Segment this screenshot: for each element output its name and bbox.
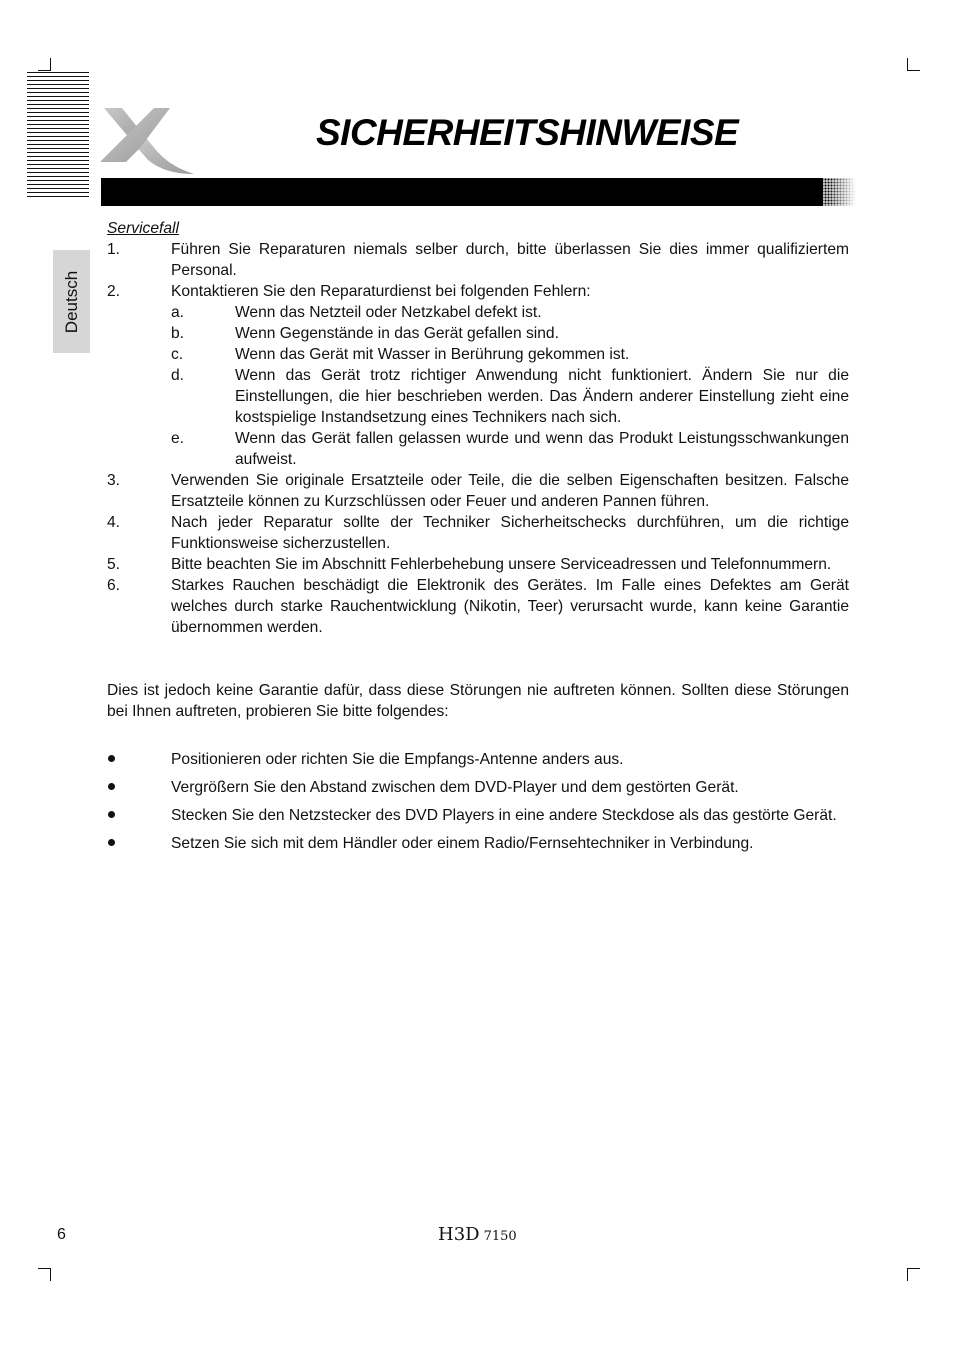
bullet-text: Stecken Sie den Netzstecker des DVD Players in eine andere Steckdose als das gestörte Gerät. xyxy=(171,807,837,824)
list-item-text: Kontaktieren Sie den Reparaturdienst bei folgenden Fehlern: xyxy=(171,283,591,300)
sub-list-item xyxy=(107,428,849,470)
model-name: H3D xyxy=(438,1224,480,1245)
sub-item-letter: b. xyxy=(171,325,185,342)
bullet-list xyxy=(107,749,849,854)
bullet-dot-icon xyxy=(107,805,171,826)
list-item-number: 5. xyxy=(107,556,121,573)
note-paragraph: Dies ist jedoch keine Garantie dafür, dass diese Störungen nie auftreten können. Sollten diese Störungen bei Ihnen auftreten, probieren Sie bitte folgendes: xyxy=(107,682,849,720)
sub-item-text: Wenn das Gerät trotz richtiger Anwendung nicht funktioniert. Ändern Sie nur die Einstellungen, die hier beschrieben werden. Das Ändern anderer Einstellung zieht eine kostspielige Instandsetzung eines Technikers nach sich. xyxy=(235,367,849,426)
list-item-text: Verwenden Sie originale Ersatzteile oder Teile, die die selben Eigenschaften besitzen. Falsche Ersatzteile können zu Kurzschlüssen oder Feuer und anderen Pannen führen. xyxy=(171,472,849,510)
language-label: Deutsch xyxy=(61,270,81,333)
list-item xyxy=(107,239,849,281)
model-number: 7150 xyxy=(483,1229,517,1244)
bullet-item xyxy=(107,749,849,770)
header-stripes xyxy=(27,72,89,198)
sub-item-text: Wenn das Netzteil oder Netzkabel defekt ist. xyxy=(235,304,542,321)
sub-list-item xyxy=(107,344,849,365)
crop-mark-top-left xyxy=(38,58,51,71)
sub-item-letter: c. xyxy=(171,346,184,363)
bullet-text: Positionieren oder richten Sie die Empfangs-Antenne anders aus. xyxy=(171,751,624,768)
brand-x-logo-icon xyxy=(96,104,196,176)
list-item-number: 4. xyxy=(107,514,121,531)
list-item-number: 6. xyxy=(107,577,121,594)
bullet-item xyxy=(107,833,849,854)
sub-item-letter: d. xyxy=(171,367,185,384)
bullet-text: Vergrößern Sie den Abstand zwischen dem DVD-Player und dem gestörten Gerät. xyxy=(171,779,739,796)
list-item-text: Bitte beachten Sie im Abschnitt Fehlerbehebung unsere Serviceadressen und Telefonnummern. xyxy=(171,556,832,573)
section-heading: Servicefall xyxy=(107,220,179,237)
header-bar xyxy=(101,178,823,206)
header-bar-dots xyxy=(818,178,856,206)
list-item-number: 3. xyxy=(107,472,121,489)
main-content xyxy=(107,218,849,861)
list-item-number: 2. xyxy=(107,283,121,300)
bullet-item xyxy=(107,777,849,798)
list-item xyxy=(107,281,849,302)
crop-mark-bottom-left xyxy=(38,1268,51,1281)
list-item-text: Führen Sie Reparaturen niemals selber durch, bitte überlassen Sie dies immer qualifiziertem Personal. xyxy=(171,241,849,279)
bullet-dot-icon xyxy=(107,749,171,770)
sub-item-text: Wenn das Gerät fallen gelassen wurde und wenn das Produkt Leistungsschwankungen aufweist. xyxy=(235,430,849,468)
bullet-dot-icon xyxy=(107,833,171,854)
list-item-text: Nach jeder Reparatur sollte der Techniker Sicherheitschecks durchführen, um die richtige Funktionsweise sicherzustellen. xyxy=(171,514,849,552)
list-item-text: Starkes Rauchen beschädigt die Elektronik des Gerätes. Im Falle eines Defektes am Gerät welches durch starke Rauchentwicklung (Nikotin, Teer) verursacht wurde, kann keine Garantie übernommen werden. xyxy=(171,577,849,636)
list-item xyxy=(107,575,849,638)
sub-item-letter: e. xyxy=(171,430,185,447)
page-number: 6 xyxy=(57,1226,66,1243)
footer-model xyxy=(438,1224,517,1245)
list-item xyxy=(107,470,849,512)
bullet-item xyxy=(107,805,849,826)
sub-list-item xyxy=(107,323,849,344)
bullet-dot-icon xyxy=(107,777,171,798)
sub-list-item xyxy=(107,302,849,323)
list-item-number: 1. xyxy=(107,241,121,258)
sub-list-item xyxy=(107,365,849,428)
language-side-tab xyxy=(53,250,90,353)
bullet-text: Setzen Sie sich mit dem Händler oder einem Radio/Fernsehtechniker in Verbindung. xyxy=(171,835,754,852)
crop-mark-bottom-right xyxy=(907,1268,920,1281)
list-item xyxy=(107,512,849,554)
page-title: SICHERHEITSHINWEISE xyxy=(316,112,739,153)
list-item xyxy=(107,554,849,575)
sub-item-letter: a. xyxy=(171,304,185,321)
sub-item-text: Wenn das Gerät mit Wasser in Berührung gekommen ist. xyxy=(235,346,630,363)
sub-item-text: Wenn Gegenstände in das Gerät gefallen sind. xyxy=(235,325,559,342)
crop-mark-top-right xyxy=(907,58,920,71)
